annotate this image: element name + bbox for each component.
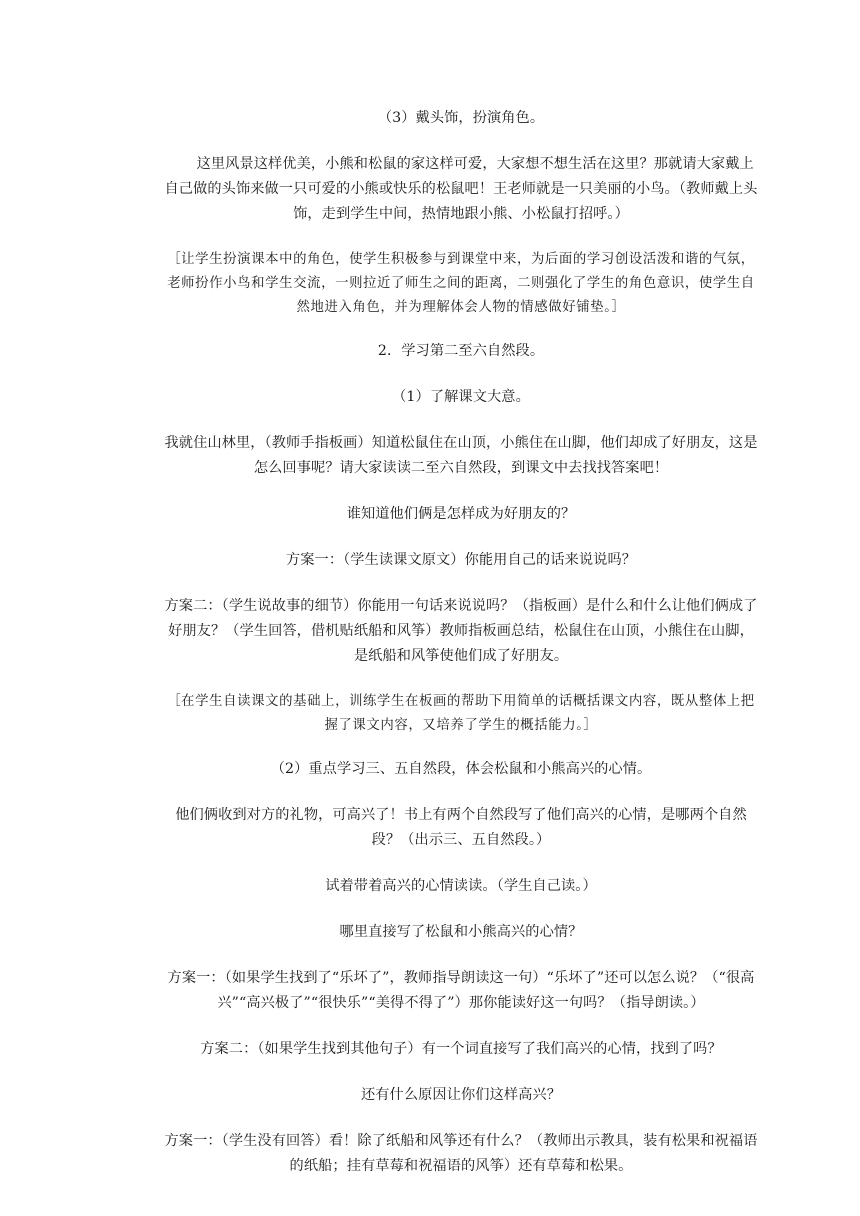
question-other-reasons: 还有什么原因让你们这样高兴？ (360, 1087, 562, 1103)
plan-two-summary: 方案二：（学生说故事的细节）你能用一句话来说说吗？（指板画）是什么和什么让他们俩成了好朋友？（学生回答，借机贴纸船和风筝）教师指板画总结，松鼠住在山顶，小熊住在山脚，是纸船和风筝使他们成了好朋友。 (164, 598, 758, 664)
instruction-read-happily: 试着带着高兴的心情读读。（学生自己读。） (325, 878, 597, 894)
document-page (162, 106, 760, 1200)
plan-one-happy-words: 方案一：（如果学生找到了“乐坏了”，教师指导朗读这一句）“乐坏了”还可以怎么说？（“很高兴”“高兴极了”“很快乐”“美得不得了”）那你能读好这一句吗？（指导朗读。） (167, 970, 755, 1011)
subheading-costume-roleplay: （3）戴头饰，扮演角色。 (377, 110, 545, 126)
question-how-friends: 谁知道他们俩是怎样成为好朋友的？ (346, 506, 576, 522)
paragraph-forest-question: 我就住山林里，（教师手指板画）知道松鼠住在山顶，小熊住在山脚，他们却成了好朋友，这是怎么回事呢？请大家读读二至六自然段，到课文中去找找答案吧！ (164, 435, 758, 476)
paragraph-scene-intro: 这里风景这样优美，小熊和松鼠的家这样可爱，大家想不想生活在这里？那就请大家戴上自己做的头饰来做一只可爱的小熊或快乐的松鼠吧！王老师就是一只美丽的小鸟。（教师戴上头饰，走到学生中间，热情地跟小熊、小松鼠打招呼。） (164, 156, 758, 222)
section-heading-paragraphs-2-6: 2．学习第二至六自然段。 (377, 343, 545, 359)
paragraph-gifts-happy: 他们俩收到对方的礼物，可高兴了！书上有两个自然段写了他们高兴的心情，是哪两个自然段？（出示三、五自然段。） (175, 807, 747, 848)
teaching-note-roleplay: ［让学生扮演课本中的角色，使学生积极参与到课堂中来，为后面的学习创设活泼和谐的气氛，老师扮作小鸟和学生交流，一则拉近了师生之间的距离，二则强化了学生的角色意识，使学生自然地进入角色，并为理解体会人物的情感做好铺垫。］ (167, 252, 755, 315)
teaching-note-summarizing: ［在学生自读课文的基础上，训练学生在板画的帮助下用简单的话概括课文内容，既从整体上把握了课文内容，又培养了学生的概括能力。］ (167, 694, 755, 733)
plan-one-own-words: 方案一：（学生读课文原文）你能用自己的话来说说吗？ (285, 552, 637, 568)
subheading-main-idea: （1）了解课文大意。 (392, 389, 530, 405)
plan-one-gifts-props: 方案一：（学生没有回答）看！除了纸船和风筝还有什么？（教师出示教具，装有松果和祝福语的纸船；挂有草莓和祝福语的风筝）还有草莓和松果。 (164, 1133, 758, 1174)
question-direct-feelings: 哪里直接写了松鼠和小熊高兴的心情？ (339, 924, 583, 940)
subheading-paragraphs-3-5: （2）重点学习三、五自然段，体会松鼠和小熊高兴的心情。 (270, 761, 652, 777)
plan-two-other-sentences: 方案二：（如果学生找到其他句子）有一个词直接写了我们高兴的心情，找到了吗？ (200, 1041, 722, 1057)
